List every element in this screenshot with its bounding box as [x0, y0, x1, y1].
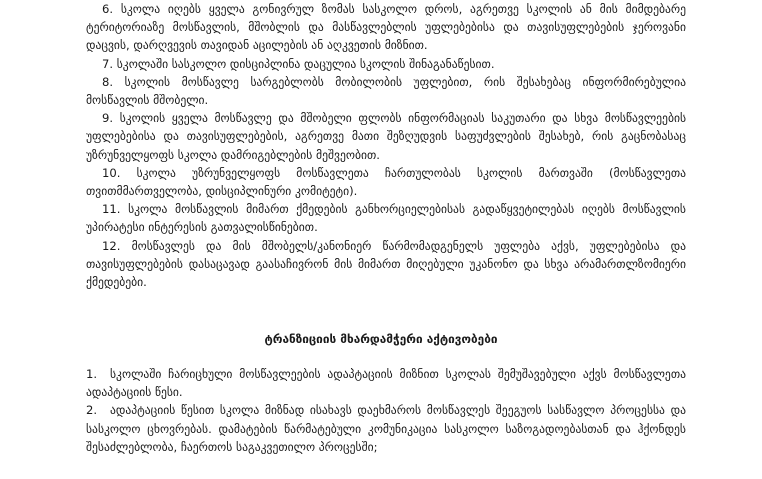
transition-item-2 — [86, 401, 686, 456]
rule-item-11: 11. სკოლა მოსწავლის მიმართ ქმედების განხორციელებისას გადაწყვეტილებას იღებს მოსწავლის უპირატესი ინტერესის გათვალისწინებით. — [86, 202, 686, 235]
transition-item-text: ადაპტაციის წესით სკოლა მიზნად ისახავს დაეხმაროს მოსწავლეს შეეგუოს სასწავლო პროცესსა და სასკოლო ცხოვრებას. დამატების წარმატებული კომუნიკაცია სასკოლო საზოგადოებასთან და ჰქონდეს შესაძლებლობა, ჩაერთოს საგაკვეთილო პროცესში; — [86, 403, 686, 454]
rule-item-10: 10. სკოლა უზრუნველყოფს მოსწავლეთა ჩართულობას სკოლის მართვაში (მოსწავლეთა თვითმმართველობა, დისციპლინური კომიტეტი). — [86, 165, 686, 199]
rule-item-7: 7. სკოლაში სასკოლო დისციპლინა დაცულია სკოლის შინაგანაწესით. — [102, 56, 495, 71]
rule-item-8: 8. სკოლის მოსწავლე სარგებლობს მობილობის უფლებით, რის შესახებაც ინფორმირებულია მოსწავლის მშობელი. — [86, 74, 686, 108]
rule-item-6: 6. სკოლა იღებს ყველა გონივრულ ზომას სასკოლო დროს, აგრეთვე სკოლის ან მის მიმდებარე ტერიტორიაზე მოსწავლის, მშობლის და მასწავლებლის უფლებებისა და თავისუფლებების ჯეროვანი დაცვის, დარღვევის თავიდან აცილების ან აღკვეთის მიზნით. — [86, 2, 686, 53]
transition-item-1 — [86, 365, 686, 401]
transition-activities-list — [86, 365, 686, 456]
rule-item-9: 9. სკოლის ყველა მოსწავლე და მშობელი ფლობს ინფორმაციას საკუთარი და სხვა მოსწავლეების უფლებებისა და თავისუფლებების, აგრეთვე მათი შეზღუდვის საფუძვლების შესახებ, რის გაცნობასაც უზრუნველყოფს სკოლა დამრიგებლების მეშვეობით. — [86, 111, 686, 162]
section-heading: ტრანზიციის მხარდამჭერი აქტივობები — [264, 332, 498, 346]
rule-item-12: 12. მოსწავლეს და მის მშობელს/კანონიერ წარმომადგენელს უფლება აქვს, უფლებებისა და თავისუფლებების დასაცავად გაასაჩივრონ მის მიმართ მიღებული უკანონო და სხვა არამართლზომიერი ქმედებები. — [86, 238, 686, 290]
transition-item-number: 2. — [86, 403, 98, 418]
rules-list — [86, 0, 686, 291]
transition-item-number: 1. — [86, 367, 98, 381]
transition-item-text: სკოლაში ჩარიცხული მოსწავლეების ადაპტაციის მიზნით სკოლას შემუშავებული აქვს მოსწავლეთა ადაპტაციის წესი. — [86, 367, 686, 400]
